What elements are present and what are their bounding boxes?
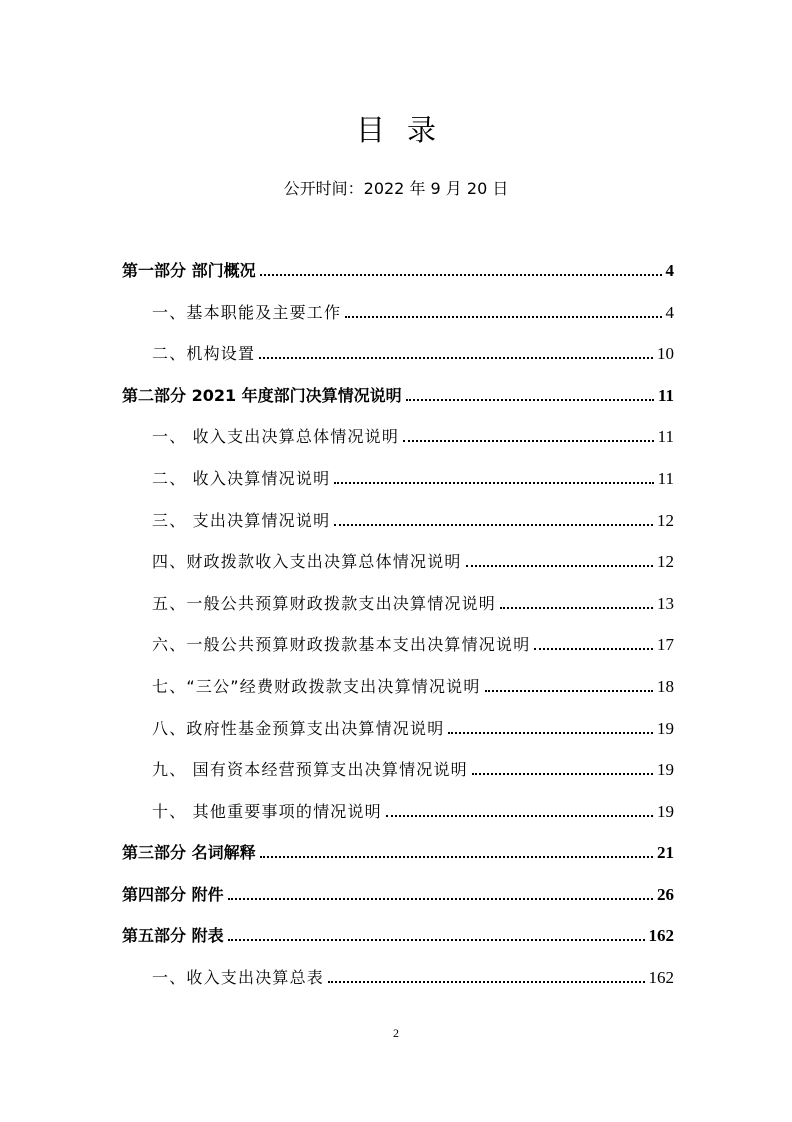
toc-entry-page: 19: [657, 760, 674, 779]
toc-entry[interactable]: [152, 341, 674, 365]
toc-leader-dots: [260, 273, 662, 276]
toc-entry[interactable]: [152, 591, 674, 615]
toc-entry-page: 162: [648, 926, 674, 945]
toc-entry[interactable]: [152, 632, 674, 656]
toc-leader-dots: [259, 356, 653, 359]
toc-entry-label: 九、 国有资本经营预算支出决算情况说明: [152, 760, 468, 779]
toc-entry[interactable]: [122, 882, 674, 906]
title-char-2: 录: [407, 113, 459, 147]
title-char-1: 目: [355, 113, 407, 147]
toc-entry[interactable]: [152, 424, 674, 448]
toc-leader-dots: [260, 855, 653, 858]
toc-entry-label: 七、“三公”经费财政拨款支出决算情况说明: [152, 677, 481, 696]
toc-entry-label: 第四部分 附件: [122, 885, 224, 904]
toc-entry-label: 二、机构设置: [152, 344, 256, 363]
toc-entry[interactable]: [152, 799, 674, 823]
toc-entry-page: 4: [665, 303, 674, 322]
toc-entry-page: 11: [657, 469, 674, 488]
toc-leader-dots: [228, 897, 653, 900]
toc-entry[interactable]: [152, 674, 674, 698]
toc-entry-page: 10: [657, 344, 674, 363]
toc-entry-label: 一、 收入支出决算总体情况说明: [152, 427, 400, 446]
toc-entry-label: 一、基本职能及主要工作: [152, 303, 342, 322]
toc-entry-page: 4: [665, 261, 674, 280]
toc-leader-dots: [466, 564, 653, 567]
publish-date: 公开时间：2022 年 9 月 20 日: [283, 179, 509, 198]
toc-entry-label: 一、收入支出决算总表: [152, 968, 325, 987]
toc-leader-dots: [472, 772, 653, 775]
toc-entry-label: 四、财政拨款收入支出决算总体情况说明: [152, 552, 462, 571]
toc-leader-dots: [500, 606, 653, 609]
toc-entry-page: 11: [657, 427, 674, 446]
toc-leader-dots: [345, 315, 661, 318]
toc-leader-dots: [485, 689, 653, 692]
toc-entry[interactable]: [152, 300, 674, 324]
toc-entry-page: 17: [657, 635, 674, 654]
toc-entry[interactable]: [122, 840, 674, 864]
toc-leader-dots: [334, 523, 653, 526]
toc-entry-page: 21: [657, 843, 674, 862]
toc-entry-label: 五、一般公共预算财政拨款支出决算情况说明: [152, 594, 497, 613]
toc-entry-page: 19: [657, 719, 674, 738]
toc-entry[interactable]: [152, 965, 674, 989]
toc-entry-label: 第一部分 部门概况: [122, 261, 256, 280]
toc-entry[interactable]: [152, 757, 674, 781]
toc-entry[interactable]: [122, 923, 674, 947]
toc-leader-dots: [228, 938, 645, 941]
toc-entry[interactable]: [122, 258, 674, 282]
page-number: 2: [393, 1026, 399, 1040]
toc-leader-dots: [406, 398, 654, 401]
toc-entry-page: 13: [657, 594, 674, 613]
toc-entry-label: 二、 收入决算情况说明: [152, 469, 331, 488]
toc-entry-page: 162: [648, 968, 674, 987]
toc-entry-label: 第二部分 2021 年度部门决算情况说明: [122, 386, 402, 405]
page-title: [0, 108, 792, 149]
toc-entry-page: 12: [657, 552, 674, 571]
toc-entry-label: 八、政府性基金预算支出决算情况说明: [152, 719, 445, 738]
toc-entry-page: 11: [657, 386, 674, 405]
toc-leader-dots: [403, 439, 654, 442]
toc-leader-dots: [534, 647, 653, 650]
toc-leader-dots: [386, 814, 653, 817]
toc-entry[interactable]: [152, 508, 674, 532]
toc-entry[interactable]: [152, 466, 674, 490]
toc-entry-page: 26: [657, 885, 674, 904]
toc-leader-dots: [334, 481, 653, 484]
toc-entry-label: 第五部分 附表: [122, 926, 224, 945]
toc-entry[interactable]: [122, 383, 674, 407]
toc-entry[interactable]: [152, 716, 674, 740]
toc-entry-page: 18: [657, 677, 674, 696]
toc-entry-label: 三、 支出决算情况说明: [152, 511, 331, 530]
toc-entry-page: 19: [657, 802, 674, 821]
toc-entry-label: 第三部分 名词解释: [122, 843, 256, 862]
toc-entry-label: 十、 其他重要事项的情况说明: [152, 802, 382, 821]
toc-leader-dots: [448, 731, 653, 734]
toc-leader-dots: [328, 980, 644, 983]
toc-entry-label: 六、一般公共预算财政拨款基本支出决算情况说明: [152, 635, 531, 654]
toc-entry-page: 12: [657, 511, 674, 530]
toc-entry[interactable]: [152, 549, 674, 573]
